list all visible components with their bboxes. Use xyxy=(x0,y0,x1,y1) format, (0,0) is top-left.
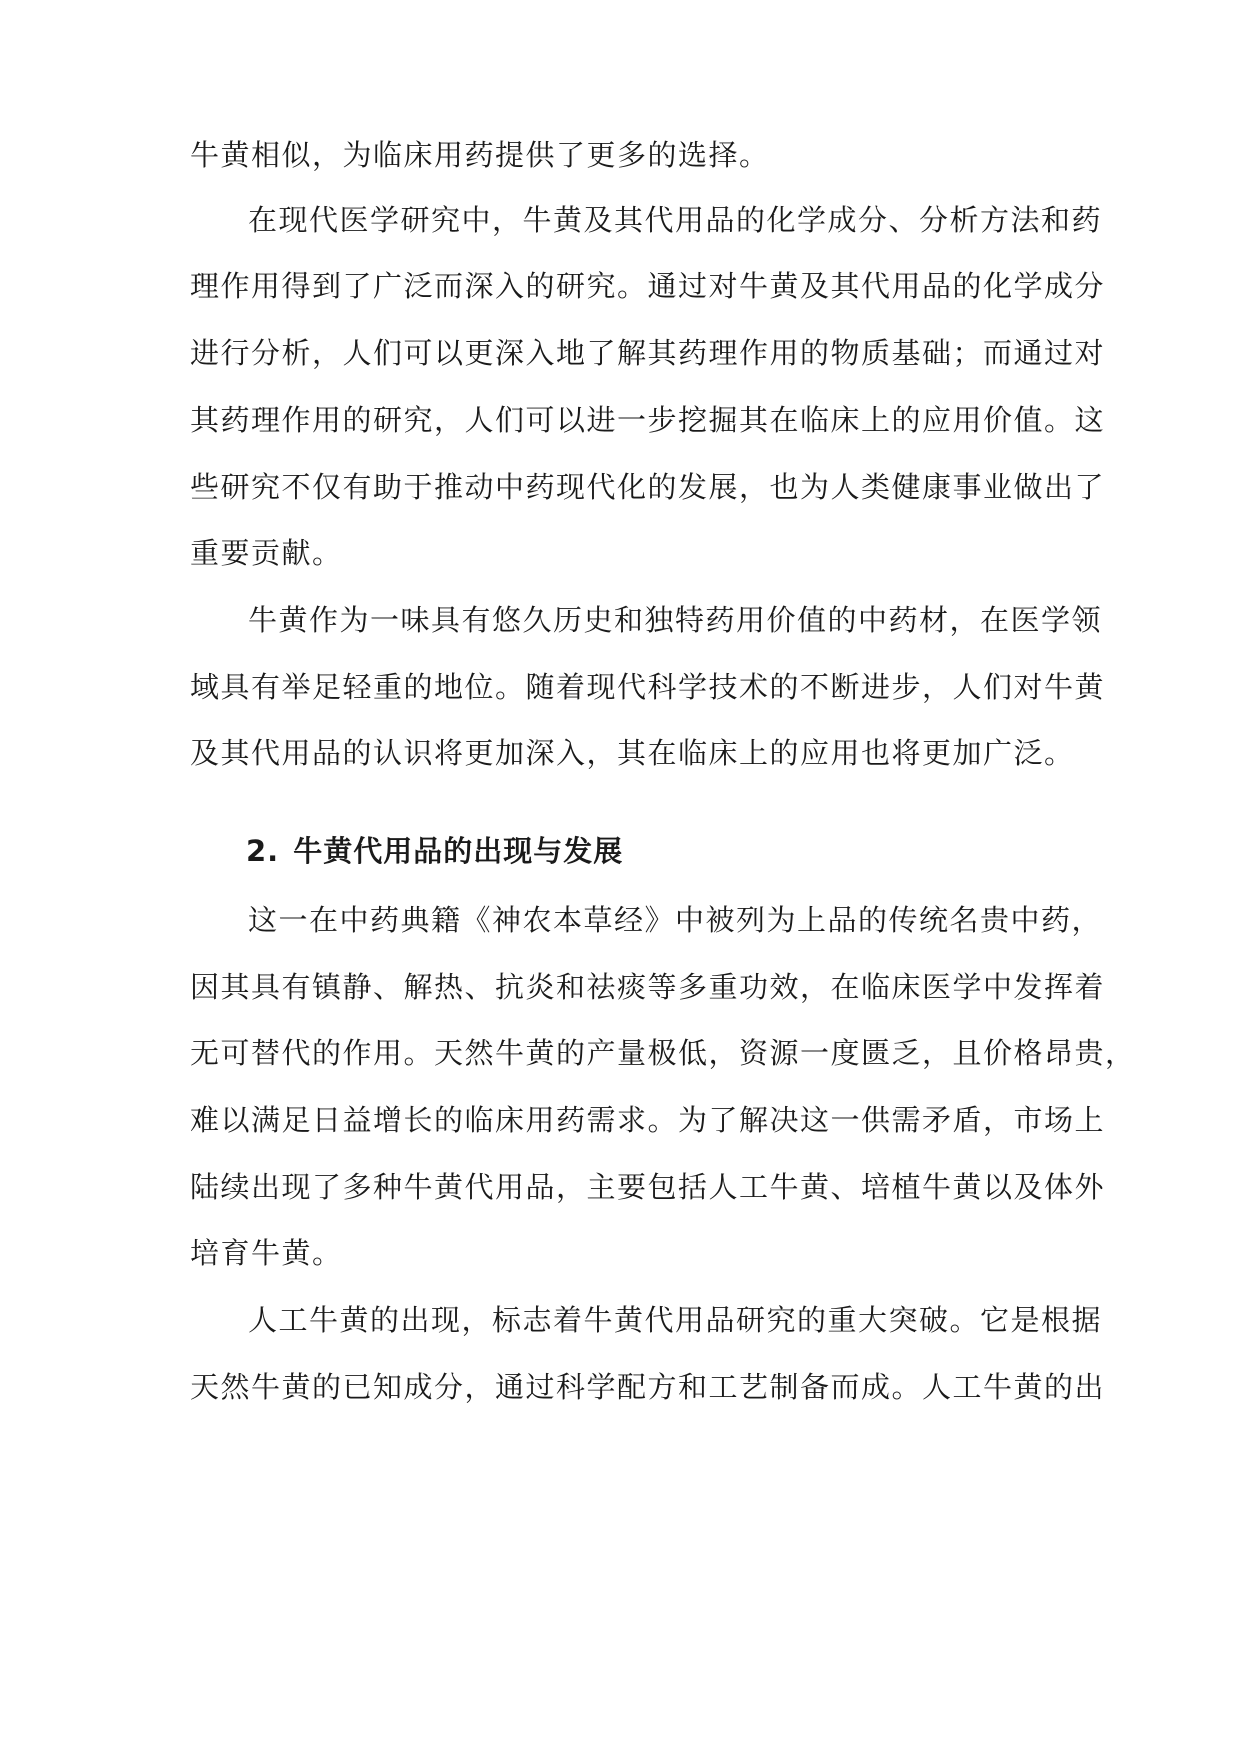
paragraph-line: 因其具有镇静、解热、抗炎和祛痰等多重功效，在临床医学中发挥着 xyxy=(190,970,1106,1004)
paragraph-line: 人工牛黄的出现，标志着牛黄代用品研究的重大突破。它是根据 xyxy=(248,1303,1103,1337)
paragraph-line: 重要贡献。 xyxy=(190,536,343,570)
paragraph-line: 牛黄相似，为临床用药提供了更多的选择。 xyxy=(190,138,770,172)
paragraph-line: 域具有举足轻重的地位。随着现代科学技术的不断进步，人们对牛黄 xyxy=(190,670,1106,704)
section-number: 2. xyxy=(246,834,280,868)
paragraph-line: 天然牛黄的已知成分，通过科学配方和工艺制备而成。人工牛黄的出 xyxy=(190,1370,1106,1404)
section-heading xyxy=(246,831,1046,871)
paragraph-line: 培育牛黄。 xyxy=(190,1236,343,1270)
paragraph-line: 无可替代的作用。天然牛黄的产量极低，资源一度匮乏，且价格昂贵， xyxy=(190,1036,1136,1070)
paragraph-line: 牛黄作为一味具有悠久历史和独特药用价值的中药材，在医学领 xyxy=(248,603,1103,637)
paragraph-line: 些研究不仅有助于推动中药现代化的发展，也为人类健康事业做出了 xyxy=(190,470,1106,504)
paragraph-line: 难以满足日益增长的临床用药需求。为了解决这一供需矛盾，市场上 xyxy=(190,1103,1106,1137)
paragraph-line: 其药理作用的研究，人们可以进一步挖掘其在临床上的应用价值。这 xyxy=(190,403,1106,437)
paragraph-line: 这一在中药典籍《神农本草经》中被列为上品的传统名贵中药， xyxy=(248,903,1103,937)
paragraph-line: 理作用得到了广泛而深入的研究。通过对牛黄及其代用品的化学成分 xyxy=(190,269,1106,303)
paragraph-line: 陆续出现了多种牛黄代用品，主要包括人工牛黄、培植牛黄以及体外 xyxy=(190,1170,1106,1204)
paragraph-line: 及其代用品的认识将更加深入，其在临床上的应用也将更加广泛。 xyxy=(190,736,1075,770)
section-title: 牛黄代用品的出现与发展 xyxy=(293,834,624,868)
paragraph-line: 进行分析，人们可以更深入地了解其药理作用的物质基础；而通过对 xyxy=(190,336,1106,370)
paragraph-line: 在现代医学研究中，牛黄及其代用品的化学成分、分析方法和药 xyxy=(248,203,1103,237)
